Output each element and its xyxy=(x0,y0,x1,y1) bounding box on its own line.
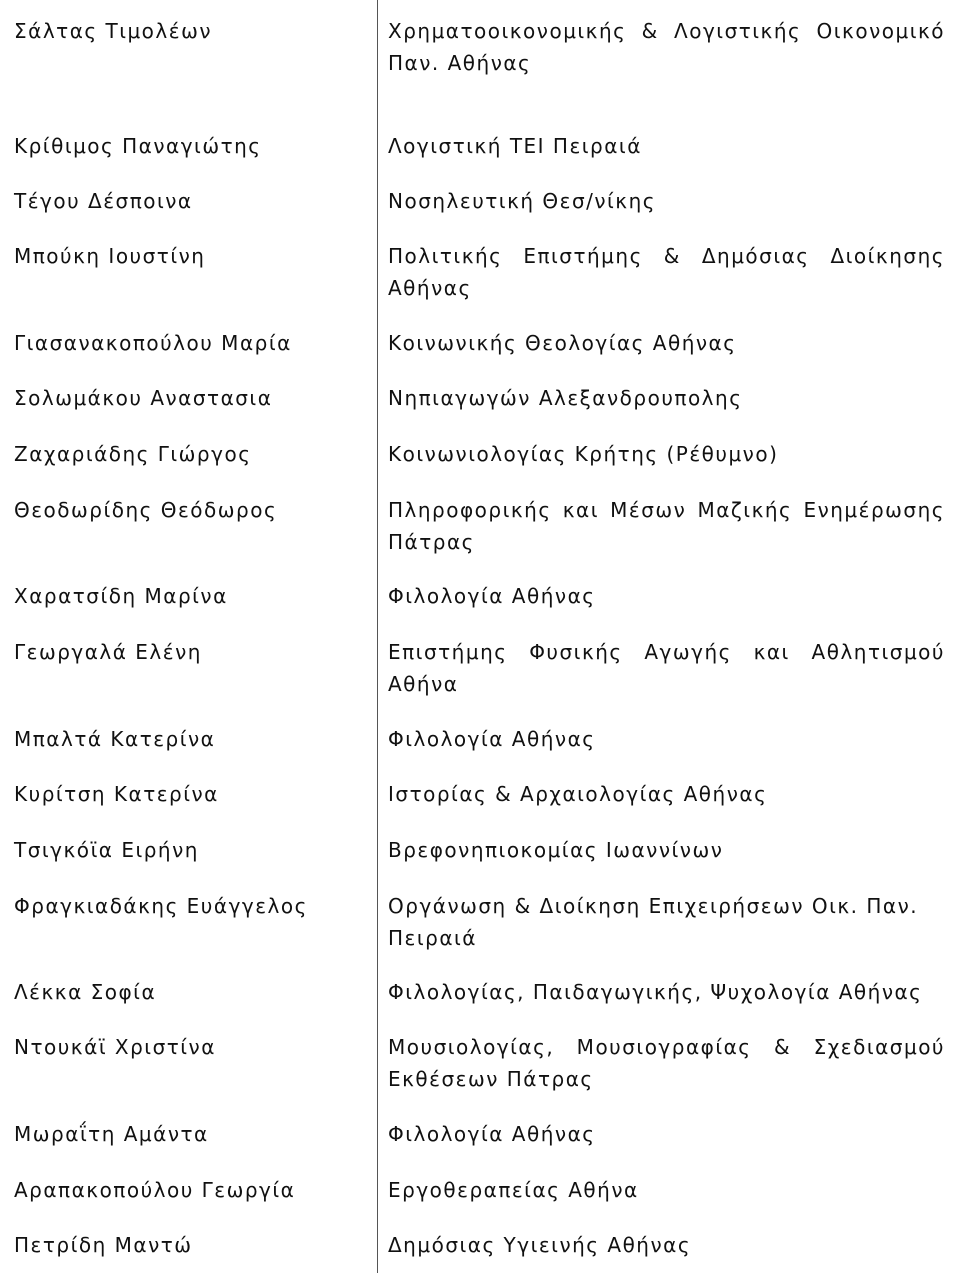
department: Δημόσιας Υγιεινής Αθήνας xyxy=(388,1233,692,1257)
department: Φιλολογίας, Παιδαγωγικής, Ψυχολογία Αθήνας xyxy=(388,980,923,1004)
department: Εργοθεραπείας Αθήνα xyxy=(388,1178,639,1202)
department: Πληροφορικής και Μέσων Μαζικής Ενημέρωσης Πάτρας xyxy=(388,498,945,554)
student-name: Αραπακοπούλου Γεωργία xyxy=(14,1178,296,1202)
student-name: Μπαλτά Κατερίνα xyxy=(14,727,216,751)
student-name: Ντουκάϊ Χριστίνα xyxy=(14,1035,216,1059)
student-name: Γιασανακοπούλου Μαρία xyxy=(14,331,292,355)
student-name: Σάλτας Τιμολέων xyxy=(14,19,212,43)
student-name: Μπούκη Ιουστίνη xyxy=(14,244,206,268)
student-name: Κρίθιμος Παναγιώτης xyxy=(14,134,262,158)
department: Πολιτικής Επιστήμης & Δημόσιας Διοίκησης Αθήνας xyxy=(388,244,945,300)
student-name: Πετρίδη Μαντώ xyxy=(14,1233,193,1257)
department: Φιλολογία Αθήνας xyxy=(388,584,596,608)
department: Οργάνωση & Διοίκηση Επιχειρήσεων Οικ. Παν. Πειραιά xyxy=(388,894,919,950)
department: Κοινωνιολογίας Κρήτης (Ρέθυμνο) xyxy=(388,442,779,466)
department: Κοινωνικής Θεολογίας Αθήνας xyxy=(388,331,737,355)
column-divider xyxy=(377,0,378,1273)
department: Βρεφονηπιοκομίας Ιωαννίνων xyxy=(388,838,724,862)
department: Ιστορίας & Αρχαιολογίας Αθήνας xyxy=(388,782,768,806)
department: Φιλολογία Αθήνας xyxy=(388,727,596,751)
student-name: Λέκκα Σοφία xyxy=(14,980,157,1004)
student-name: Σολωμάκου Αναστασια xyxy=(14,386,273,410)
student-name: Θεοδωρίδης Θεόδωρος xyxy=(14,498,278,522)
student-name: Τέγου Δέσποινα xyxy=(14,189,193,213)
department: Χρηματοοικονομικής & Λογιστικής Οικονομικό Παν. Αθήνας xyxy=(388,19,945,75)
student-name: Μωραΐτη Αμάντα xyxy=(14,1122,209,1146)
student-name: Κυρίτση Κατερίνα xyxy=(14,782,219,806)
student-name: Ζαχαριάδης Γιώργος xyxy=(14,442,252,466)
department: Λογιστική ΤΕΙ Πειραιά xyxy=(388,134,642,158)
student-name: Φραγκιαδάκης Ευάγγελος xyxy=(14,894,308,918)
student-name: Γεωργαλά Ελένη xyxy=(14,640,202,664)
department: Μουσιολογίας, Μουσιογραφίας & Σχεδιασμού Εκθέσεων Πάτρας xyxy=(388,1035,945,1091)
department: Φιλολογία Αθήνας xyxy=(388,1122,596,1146)
department: Επιστήμης Φυσικής Αγωγής και Αθλητισμού Αθήνα xyxy=(388,640,945,696)
department: Νηπιαγωγών Αλεξανδρουπολης xyxy=(388,386,743,410)
department: Νοσηλευτική Θεσ/νίκης xyxy=(388,189,657,213)
student-name: Χαρατσίδη Μαρίνα xyxy=(14,584,228,608)
student-name: Τσιγκόϊα Ειρήνη xyxy=(14,838,199,862)
